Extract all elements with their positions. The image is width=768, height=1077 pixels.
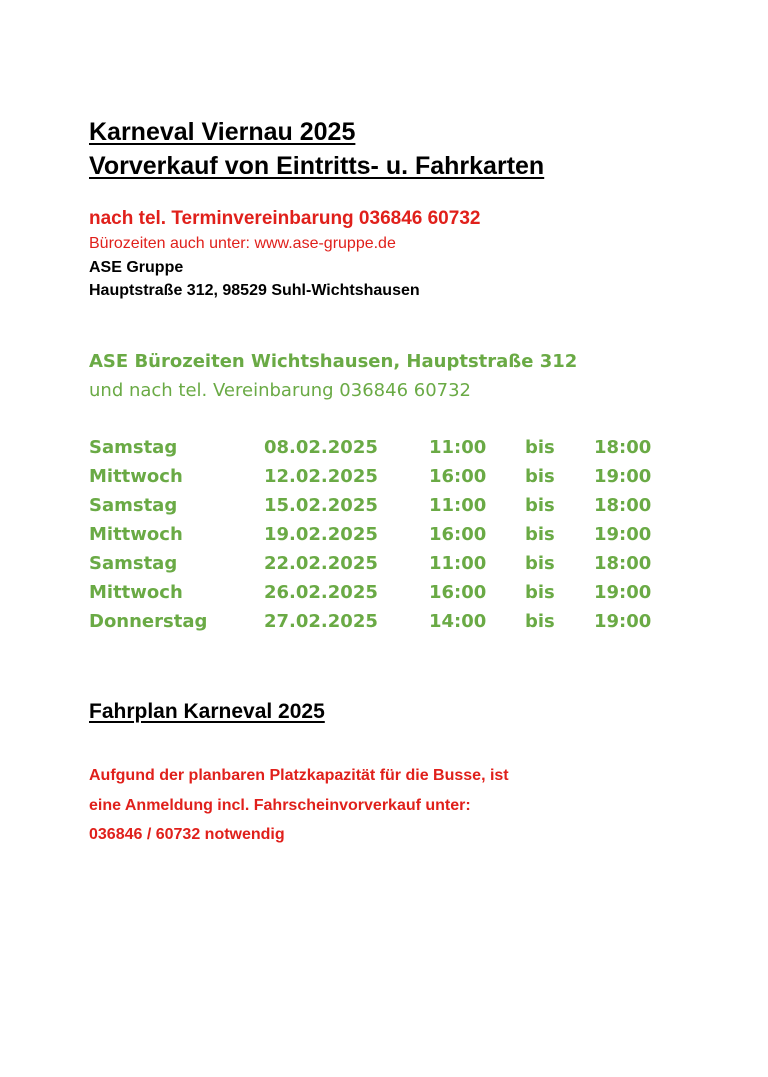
schedule-start-time: 11:00 [429, 495, 487, 516]
schedule-date: 12.02.2025 [264, 466, 378, 487]
schedule-date: 08.02.2025 [264, 437, 378, 458]
schedule-row [89, 553, 689, 582]
schedule-day: Mittwoch [89, 466, 183, 487]
bus-notice-line-2: eine Anmeldung incl. Fahrscheinvorverkauf unter: [89, 797, 471, 814]
company-address: Hauptstraße 312, 98529 Suhl-Wichtshausen [89, 282, 420, 299]
schedule-row [89, 582, 689, 611]
office-website-line: Bürozeiten auch unter: www.ase-gruppe.de [89, 235, 396, 252]
office-hours-heading: ASE Bürozeiten Wichtshausen, Hauptstraße 312 [89, 351, 578, 372]
schedule-day: Mittwoch [89, 582, 183, 603]
company-name: ASE Gruppe [89, 259, 184, 276]
schedule-start-time: 11:00 [429, 437, 487, 458]
schedule-day: Mittwoch [89, 524, 183, 545]
schedule-start-time: 11:00 [429, 553, 487, 574]
schedule-date: 26.02.2025 [264, 582, 378, 603]
schedule-start-time: 16:00 [429, 582, 487, 603]
schedule-row [89, 466, 689, 495]
booking-phone-line: nach tel. Terminvereinbarung 036846 60732 [89, 208, 481, 229]
schedule-row [89, 611, 689, 640]
schedule-row [89, 437, 689, 466]
schedule-start-time: 14:00 [429, 611, 487, 632]
page-title-line-2: Vorverkauf von Eintritts- u. Fahrkarten [89, 152, 545, 180]
schedule-day: Samstag [89, 495, 178, 516]
schedule-separator: bis [525, 611, 555, 632]
schedule-date: 22.02.2025 [264, 553, 378, 574]
schedule-end-time: 18:00 [594, 437, 652, 458]
schedule-day: Samstag [89, 553, 178, 574]
office-hours-schedule [89, 437, 689, 640]
schedule-date: 15.02.2025 [264, 495, 378, 516]
page-title-line-1: Karneval Viernau 2025 [89, 118, 356, 146]
schedule-separator: bis [525, 495, 555, 516]
schedule-end-time: 18:00 [594, 553, 652, 574]
schedule-day: Samstag [89, 437, 178, 458]
schedule-end-time: 18:00 [594, 495, 652, 516]
fahrplan-title: Fahrplan Karneval 2025 [89, 700, 325, 723]
schedule-separator: bis [525, 582, 555, 603]
schedule-end-time: 19:00 [594, 582, 652, 603]
schedule-date: 19.02.2025 [264, 524, 378, 545]
schedule-row [89, 495, 689, 524]
schedule-start-time: 16:00 [429, 466, 487, 487]
schedule-day: Donnerstag [89, 611, 208, 632]
bus-notice-line-3: 036846 / 60732 notwendig [89, 826, 285, 843]
schedule-end-time: 19:00 [594, 524, 652, 545]
schedule-separator: bis [525, 553, 555, 574]
office-hours-subheading: und nach tel. Vereinbarung 036846 60732 [89, 380, 471, 401]
bus-notice-line-1: Aufgund der planbaren Platzkapazität für die Busse, ist [89, 767, 509, 784]
schedule-end-time: 19:00 [594, 466, 652, 487]
schedule-separator: bis [525, 524, 555, 545]
schedule-start-time: 16:00 [429, 524, 487, 545]
schedule-separator: bis [525, 466, 555, 487]
schedule-date: 27.02.2025 [264, 611, 378, 632]
schedule-row [89, 524, 689, 553]
schedule-end-time: 19:00 [594, 611, 652, 632]
schedule-separator: bis [525, 437, 555, 458]
